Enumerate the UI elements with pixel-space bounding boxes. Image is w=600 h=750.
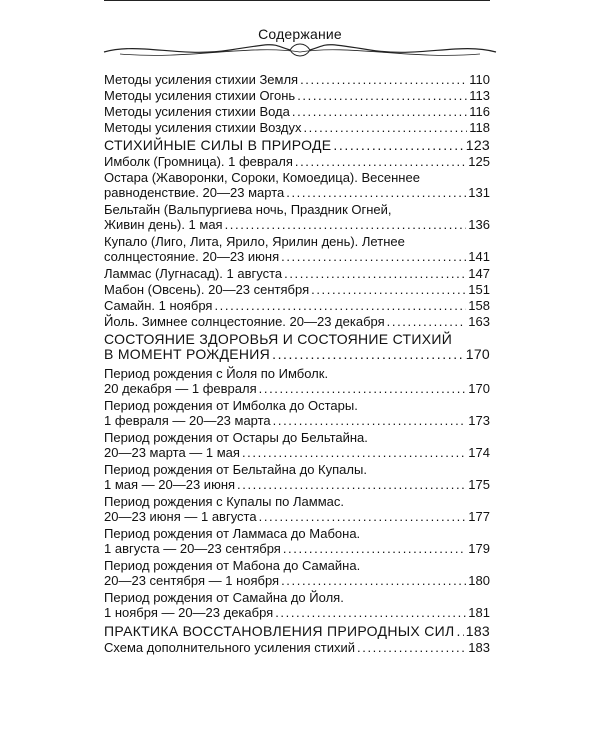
page-title: Содержание — [258, 26, 342, 42]
page-number: 175 — [468, 477, 490, 492]
page-number: 163 — [468, 314, 490, 329]
page-number: 181 — [468, 605, 490, 620]
toc-entry[interactable]: Ламмас (Лугнасад). 1 августа ..... 147 — [104, 266, 490, 281]
top-flourish-ornament — [100, 38, 500, 62]
page-number: 116 — [469, 104, 490, 119]
page-number: 183 — [468, 640, 490, 655]
toc-entry[interactable]: Имболк (Громница). 1 февраля ..... 125 — [104, 154, 490, 169]
toc-entry[interactable]: Самайн. 1 ноября ..... 158 — [104, 298, 490, 313]
toc-entry[interactable]: Бельтайн (Вальпургиева ночь, Праздник Огней, Живин день). 1 мая ..... 136 — [104, 202, 490, 232]
page-number: 141 — [468, 249, 490, 264]
page-number: 183 — [465, 623, 490, 639]
toc-entry[interactable]: Период рождения от Остары до Бельтайна. 20—23 марта — 1 мая ..... 174 — [104, 430, 490, 460]
page-number: 125 — [468, 154, 490, 169]
toc-section-heading[interactable]: ПРАКТИКА ВОССТАНОВЛЕНИЯ ПРИРОДНЫХ СИЛ ..... 183 — [104, 624, 490, 639]
page-number: 174 — [468, 445, 490, 460]
page-number: 179 — [468, 541, 490, 556]
toc-entry[interactable]: Период рождения с Купалы по Ламмас. 20—23 июня — 1 августа ..... 177 — [104, 494, 490, 524]
page-number: 177 — [468, 509, 490, 524]
toc-entry[interactable]: Мабон (Овсень). 20—23 сентября ..... 151 — [104, 282, 490, 297]
page-number: 170 — [468, 381, 490, 396]
toc-section-heading[interactable]: СОСТОЯНИЕ ЗДОРОВЬЯ И СОСТОЯНИЕ СТИХИЙ В МОМЕНТ РОЖДЕНИЯ ..... 170 — [104, 332, 490, 362]
toc-entry[interactable]: Йоль. Зимнее солнцестояние. 20—23 декабря ..... 163 — [104, 314, 490, 329]
page-number: 123 — [465, 137, 490, 153]
toc-entry[interactable]: Период рождения от Имболка до Остары. 1 февраля — 20—23 марта ..... 173 — [104, 398, 490, 428]
toc-entry[interactable]: Схема дополнительного усиления стихий ..... 183 — [104, 640, 490, 655]
page-number: 118 — [469, 120, 490, 135]
toc-entry[interactable]: Методы усиления стихии Огонь ..... 113 — [104, 88, 490, 103]
page-number: 131 — [468, 185, 490, 200]
page-number: 136 — [468, 217, 490, 232]
toc-entry[interactable]: Период рождения от Мабона до Самайна. 20—23 сентября — 1 ноября ..... 180 — [104, 558, 490, 588]
page-number: 180 — [468, 573, 490, 588]
page-number: 170 — [465, 346, 490, 362]
toc-entry[interactable]: Период рождения от Бельтайна до Купалы. 1 мая — 20—23 июня ..... 175 — [104, 462, 490, 492]
page-number: 113 — [469, 88, 490, 103]
toc-entry[interactable]: Купало (Лиго, Лита, Ярило, Ярилин день). Летнее солнцестояние. 20—23 июня ..... 141 — [104, 234, 490, 264]
divider — [104, 0, 490, 1]
page-number: 151 — [468, 282, 490, 297]
toc-entry[interactable]: Период рождения от Самайна до Йоля. 1 ноября — 20—23 декабря ..... 181 — [104, 590, 490, 620]
toc-entry[interactable]: Методы усиления стихии Вода ..... 116 — [104, 104, 490, 119]
toc-entry[interactable]: Методы усиления стихии Воздух ..... 118 — [104, 120, 490, 135]
toc-entry[interactable]: Период рождения с Йоля по Имболк. 20 декабря — 1 февраля ..... 170 — [104, 366, 490, 396]
page-number: 147 — [468, 266, 490, 281]
page-number: 110 — [469, 72, 490, 87]
toc-section-heading[interactable]: СТИХИЙНЫЕ СИЛЫ В ПРИРОДЕ ..... 123 — [104, 138, 490, 153]
toc-entry[interactable]: Остара (Жаворонки, Сороки, Комоедица). Весеннее равноденствие. 20—23 марта ..... 131 — [104, 170, 490, 200]
toc-entry[interactable]: Методы усиления стихии Земля ..... 110 — [104, 72, 490, 87]
page-number: 173 — [468, 413, 490, 428]
page-number: 158 — [468, 298, 490, 313]
toc-entry[interactable]: Период рождения от Ламмаса до Мабона. 1 августа — 20—23 сентября ..... 179 — [104, 526, 490, 556]
